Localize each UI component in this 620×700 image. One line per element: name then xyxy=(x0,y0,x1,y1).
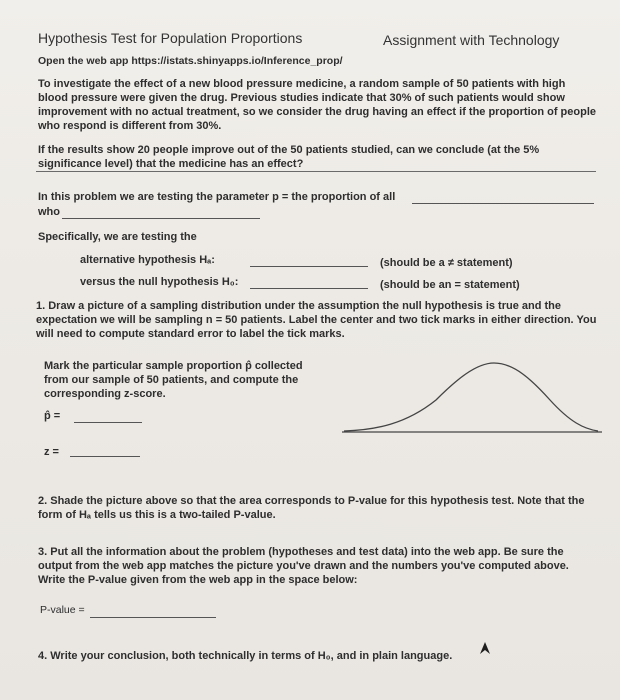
worksheet-title: Hypothesis Test for Population Proportions xyxy=(38,30,303,46)
cursor-arrow-icon xyxy=(478,640,492,656)
question-2: 2. Shade the picture above so that the area corresponds to P-value for this hypothesis test. Note that the form of Hₐ tells us this is a two-tailed P-value. xyxy=(38,495,585,521)
webapp-instruction: Open the web app https://istats.shinyapps.io/Inference_prop/ xyxy=(38,55,343,67)
pvalue-label: P-value = xyxy=(40,604,85,616)
null-hypothesis-blank[interactable] xyxy=(250,288,368,289)
question-3: 3. Put all the information about the problem (hypotheses and test data) into the web app. Be sure the output from the web app matches the picture you've drawn and the numbers you've computed above. Write the P-value given from the web app in the space below: xyxy=(38,546,569,586)
phat-label: p̂ = xyxy=(44,410,61,422)
alt-hypothesis-label: alternative hypothesis Hₐ: xyxy=(80,254,215,266)
parameter-blank-1[interactable] xyxy=(412,203,594,204)
hypotheses-intro: Specifically, we are testing the xyxy=(38,231,197,243)
alt-hypothesis-note: (should be a ≠ statement) xyxy=(380,257,513,269)
z-blank[interactable] xyxy=(70,456,140,457)
null-hypothesis-note: (should be an = statement) xyxy=(380,279,520,291)
separator-line xyxy=(36,171,596,172)
assignment-type: Assignment with Technology xyxy=(383,32,560,48)
question-1: 1. Draw a picture of a sampling distribution under the assumption the null hypothesis is true and the expectation we will be sampling n = 50 patients. Label the center and two tick marks in either direction. You will need to compute standard error to label the tick marks. xyxy=(36,300,597,340)
parameter-line-2: who xyxy=(38,206,60,218)
mark-sample-proportion-text: Mark the particular sample proportion p̂ collected from our sample of 50 patients, and compute the corresponding z-score. xyxy=(44,360,303,400)
parameter-blank-2[interactable] xyxy=(62,218,260,219)
alt-hypothesis-blank[interactable] xyxy=(250,266,368,267)
null-hypothesis-label: versus the null hypothesis H₀: xyxy=(80,276,239,288)
pvalue-blank[interactable] xyxy=(90,617,216,618)
z-label: z = xyxy=(44,446,59,458)
question-4: 4. Write your conclusion, both technically in terms of H₀, and in plain language. xyxy=(38,650,453,662)
phat-blank[interactable] xyxy=(74,422,142,423)
intro-paragraph: To investigate the effect of a new blood pressure medicine, a random sample of 50 patients with high blood pressure were given the drug. Previous studies indicate that 30% of such patients would show improvement with no actual treatment, so we consider the drug having an effect if the proportion of people who respond is different from 30%. xyxy=(38,78,597,132)
research-question: If the results show 20 people improve out of the 50 patients studied, can we conclude (at the 5% significance level) that the medicine has an effect? xyxy=(38,144,540,170)
parameter-line-1: In this problem we are testing the parameter p = the proportion of all xyxy=(38,191,396,203)
normal-curve-sketch xyxy=(336,360,606,440)
